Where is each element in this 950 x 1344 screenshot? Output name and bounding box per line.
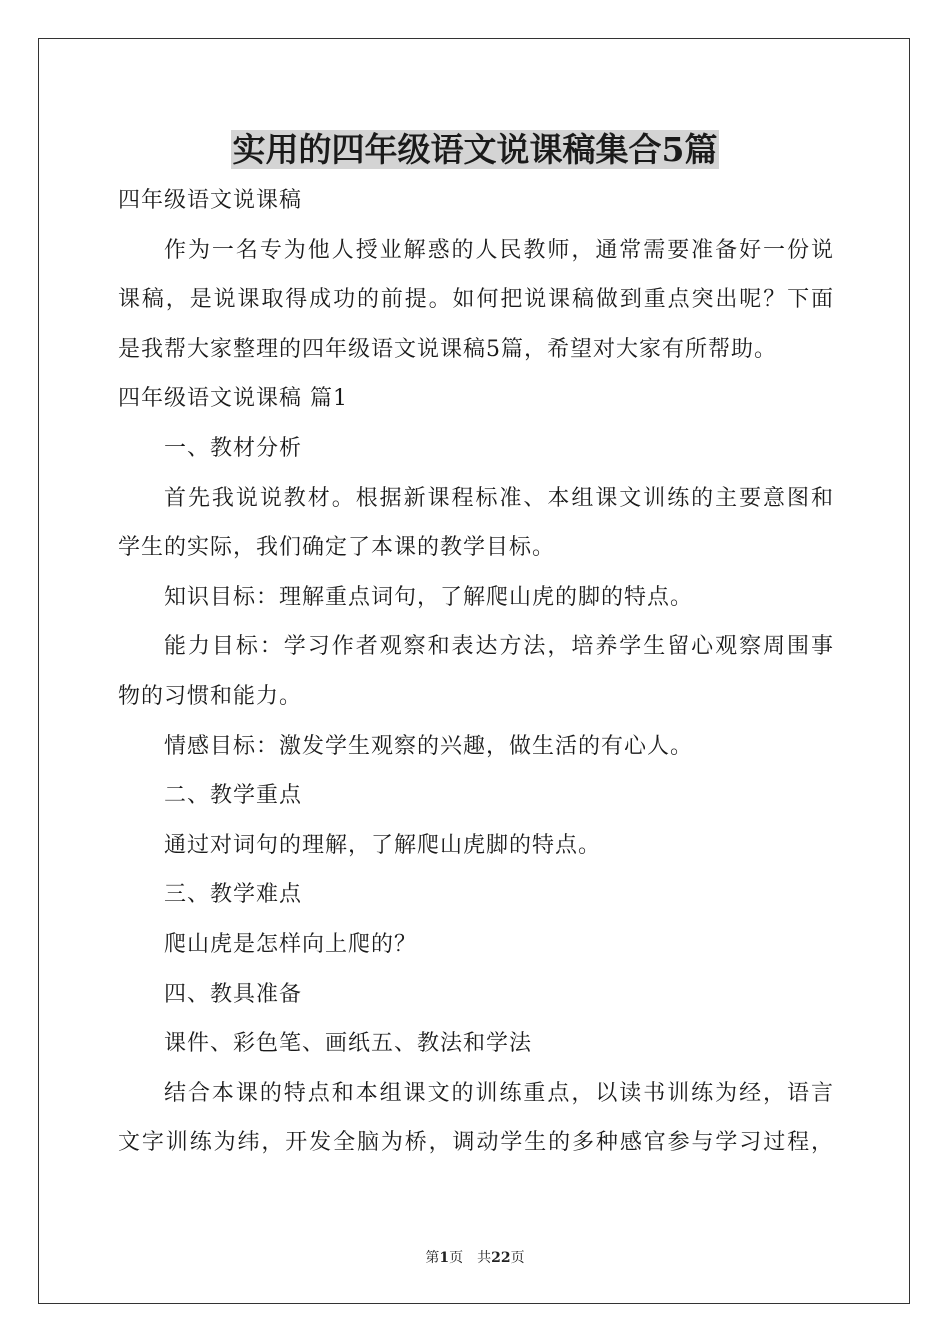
text-line: 物的习惯和能力。: [118, 683, 303, 709]
footer-current-page: 1: [439, 1250, 450, 1266]
text-line: 课稿，是说课取得成功的前提。如何把说课稿做到重点突出呢？下面: [118, 287, 834, 313]
text-line: 作为一名专为他人授业解惑的人民教师，通常需要准备好一份说: [164, 237, 834, 263]
footer-mid: 页 共: [449, 1250, 492, 1266]
text-line: 是我帮大家整理的四年级语文说课稿5篇，希望对大家有所帮助。: [118, 336, 777, 362]
document-title: [0, 128, 950, 172]
footer-total-pages: 22: [491, 1250, 511, 1266]
text-line: 四年级语文说课稿: [118, 188, 303, 213]
text-line: 学生的实际，我们确定了本课的教学目标。: [118, 535, 556, 561]
text-line: 情感目标：激发学生观察的兴趣，做生活的有心人。: [164, 733, 694, 759]
text-line: 文字训练为纬，开发全脑为桥，调动学生的多种感官参与学习过程，: [118, 1130, 834, 1156]
text-line: 结合本课的特点和本组课文的训练重点，以读书训练为经，语言: [164, 1080, 834, 1106]
page-footer: [0, 1247, 950, 1267]
text-line: 三、教学难点: [164, 882, 303, 908]
text-line: 一、教材分析: [164, 435, 303, 461]
text-line: 通过对词句的理解，了解爬山虎脚的特点。: [164, 832, 602, 858]
text-line: 课件、彩色笔、画纸五、教法和学法: [164, 1031, 533, 1057]
text-line: 二、教学重点: [164, 783, 303, 809]
text-line: 爬山虎是怎样向上爬的？: [164, 931, 418, 957]
text-line: 四年级语文说课稿 篇1: [118, 386, 348, 412]
text-line: 首先我说说教材。根据新课程标准、本组课文训练的主要意图和: [164, 485, 834, 511]
footer-suffix: 页: [510, 1250, 525, 1266]
text-line: 知识目标：理解重点词句，了解爬山虎的脚的特点。: [164, 584, 694, 610]
text-line: 四、教具准备: [164, 981, 303, 1007]
document-body: [118, 176, 834, 1168]
document-title-text: 实用的四年级语文说课稿集合5篇: [232, 130, 718, 169]
text-line: 能力目标：学习作者观察和表达方法，培养学生留心观察周围事: [164, 634, 834, 660]
footer-prefix: 第: [425, 1250, 440, 1266]
